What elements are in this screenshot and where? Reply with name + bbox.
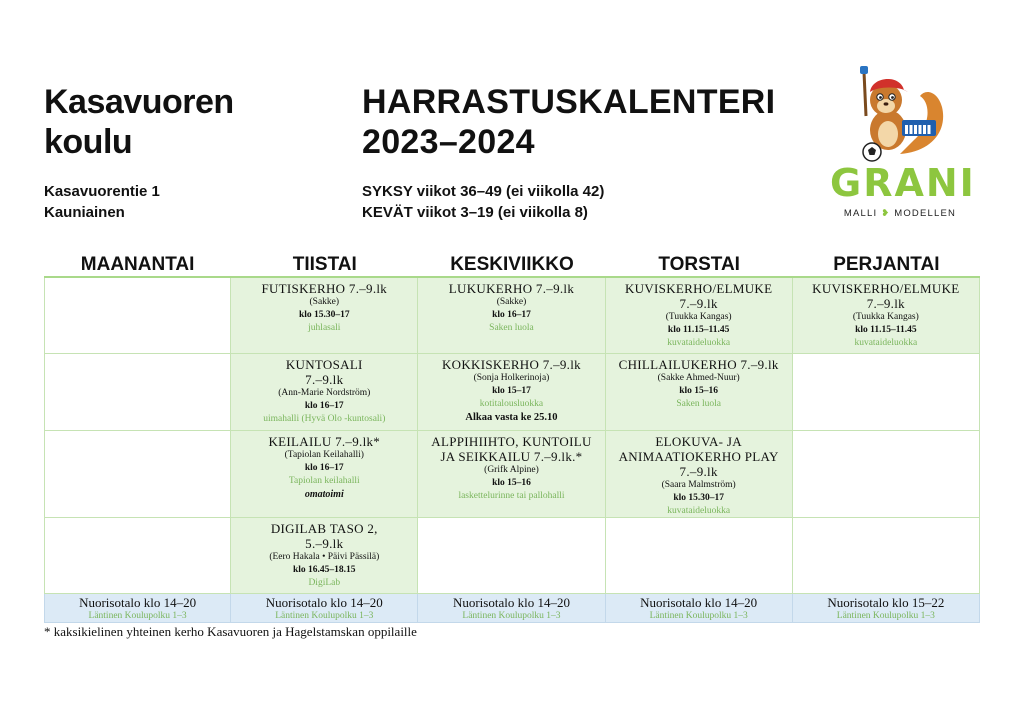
school-name: Kasavuoren koulu	[44, 83, 234, 161]
club-place: Tapiolan keilahalli	[288, 476, 360, 486]
club-title: LUKUKERHO 7.–9.lk	[448, 281, 575, 296]
empty-cell	[44, 431, 231, 518]
grani-logo	[830, 62, 976, 227]
club-leader: (Tapiolan Keilahalli)	[284, 450, 364, 460]
youth-centre-address: Läntinen Koulupolku 1–3	[462, 611, 561, 621]
club-title: FUTISKERHO 7.–9.lk	[261, 281, 388, 296]
club-time: klo 15–17	[492, 386, 531, 396]
club-title: ALPPIHIIHTO, KUNTOILU	[431, 434, 592, 449]
club-cell-keilailu	[231, 431, 418, 518]
school-street: Kasavuorentie 1	[44, 183, 160, 200]
youth-centre-hours: Nuorisotalo klo 15–22	[827, 595, 945, 610]
club-place: laskettelurinne tai pallohalli	[458, 491, 565, 501]
club-leader: (Eero Hakala • Päivi Pässilä)	[269, 552, 380, 562]
logo-sub-right: MODELLEN	[894, 208, 957, 219]
club-time: klo 15–16	[492, 478, 531, 488]
club-cell-chillailukerho	[606, 354, 793, 431]
club-title: KUVISKERHO/ELMUKE	[624, 281, 773, 296]
youth-centre-friday	[793, 594, 980, 623]
club-title: CHILLAILUKERHO 7.–9.lk	[618, 357, 779, 372]
club-place: kotitalousluokka	[479, 399, 544, 409]
youth-centre-monday	[44, 594, 231, 623]
leaf-icon: ❥	[881, 208, 891, 219]
day-tuesday: TIISTAI	[292, 254, 357, 275]
club-title: DIGILAB TASO 2,	[270, 521, 378, 536]
club-grade: 7.–9.lk	[866, 296, 905, 311]
empty-cell	[793, 431, 980, 518]
club-note: Alkaa vasta ke 25.10	[465, 412, 558, 423]
club-cell-kuviskerho-fri	[793, 278, 980, 354]
empty-cell	[44, 278, 231, 354]
club-title: KEILAILU 7.–9.lk*	[268, 434, 381, 449]
club-cell-futiskerho	[231, 278, 418, 354]
calendar-title-main: HARRASTUSKALENTERI	[362, 83, 776, 121]
club-leader: (Tuukka Kangas)	[852, 312, 919, 322]
club-time: klo 11.15–11.45	[667, 325, 730, 335]
youth-centre-hours: Nuorisotalo klo 14–20	[452, 595, 570, 610]
club-title: KUNTOSALI	[285, 357, 363, 372]
club-place: uimahalli (Hyvä Olo -kuntosali)	[263, 414, 386, 424]
school-city: Kauniainen	[44, 204, 125, 221]
youth-centre-address: Läntinen Koulupolku 1–3	[649, 611, 748, 621]
club-title: KUVISKERHO/ELMUKE	[812, 281, 960, 296]
club-time: klo 16–17	[304, 401, 344, 411]
club-leader: (Saara Malmström)	[661, 480, 736, 490]
calendar-title	[362, 82, 775, 162]
autumn-weeks: SYKSY viikot 36–49 (ei viikolla 42)	[362, 183, 605, 200]
club-title-line2: ANIMAATIOKERHO PLAY	[618, 449, 779, 464]
empty-cell	[44, 518, 231, 594]
youth-centre-hours: Nuorisotalo klo 14–20	[640, 595, 758, 610]
club-leader: (Tuukka Kangas)	[665, 312, 732, 322]
club-leader: (Grifk Alpine)	[484, 465, 539, 475]
club-time: klo 16–17	[304, 463, 344, 473]
day-thursday: TORSTAI	[658, 254, 740, 275]
club-time: klo 16.45–18.15	[293, 565, 356, 575]
club-place: kuvataideluokka	[667, 338, 731, 348]
club-leader: (Sakke Ahmed-Nuur)	[657, 373, 740, 383]
club-time: klo 11.15–11.45	[855, 325, 917, 335]
club-place: Saken luola	[489, 323, 534, 333]
club-leader: (Ann-Marie Nordström)	[278, 388, 371, 398]
club-leader: (Sakke)	[309, 297, 340, 307]
logo-subtitle	[830, 208, 970, 219]
club-cell-kuntosali	[231, 354, 418, 431]
club-time: klo 15.30–17	[298, 310, 350, 320]
club-leader: (Sonja Holkerinoja)	[473, 373, 550, 383]
club-cell-alppihiihto	[418, 431, 605, 518]
logo-wordmark: GRANI	[830, 161, 976, 205]
club-place: Saken luola	[676, 399, 721, 409]
day-wednesday: KESKIVIIKKO	[450, 254, 574, 275]
empty-cell	[793, 354, 980, 431]
empty-cell	[418, 518, 605, 594]
club-grade: 5.–9.lk	[305, 536, 344, 551]
club-place: kuvataideluokka	[667, 506, 731, 516]
club-time: klo 15–16	[679, 386, 719, 396]
youth-centre-address: Läntinen Koulupolku 1–3	[275, 611, 374, 621]
logo-sub-left: MALLI	[843, 208, 878, 219]
empty-cell	[606, 518, 793, 594]
youth-centre-thursday	[606, 594, 793, 623]
youth-centre-hours: Nuorisotalo klo 14–20	[265, 595, 383, 610]
squirrel-mascot-icon	[830, 62, 970, 162]
youth-centre-wednesday	[418, 594, 605, 623]
club-cell-elokuva	[606, 431, 793, 518]
club-place: kuvataideluokka	[854, 338, 918, 348]
empty-cell	[793, 518, 980, 594]
youth-centre-tuesday	[231, 594, 418, 623]
club-calendar-grid	[44, 278, 980, 623]
youth-centre-address: Läntinen Koulupolku 1–3	[836, 611, 935, 621]
empty-cell	[44, 354, 231, 431]
club-time: klo 15.30–17	[673, 493, 724, 503]
club-time: klo 16–17	[492, 310, 531, 320]
day-friday: PERJANTAI	[833, 254, 940, 275]
youth-centre-address: Läntinen Koulupolku 1–3	[88, 611, 187, 621]
club-grade: 7.–9.lk	[679, 296, 718, 311]
day-monday: MAANANTAI	[80, 254, 195, 275]
club-cell-digilab	[231, 518, 418, 594]
club-title: KOKKISKERHO 7.–9.lk	[441, 357, 581, 372]
club-title-line2: JA SEIKKAILU 7.–9.lk.*	[440, 449, 583, 464]
club-note: omatoimi	[304, 489, 344, 500]
club-leader: (Sakke)	[496, 297, 527, 307]
club-grade: 7.–9.lk	[679, 464, 718, 479]
footnote: * kaksikielinen yhteinen kerho Kasavuoren ja Hagelstamskan oppilaille	[44, 624, 417, 639]
club-cell-kokkiskerho	[418, 354, 605, 431]
club-title: ELOKUVA- JA	[655, 434, 742, 449]
calendar-title-year: 2023–2024	[362, 123, 535, 161]
club-grade: 7.–9.lk	[305, 372, 344, 387]
club-place: juhlasali	[308, 323, 341, 333]
youth-centre-hours: Nuorisotalo klo 14–20	[79, 595, 197, 610]
spring-weeks: KEVÄT viikot 3–19 (ei viikolla 8)	[362, 204, 588, 221]
season-weeks	[362, 181, 604, 223]
club-place: DigiLab	[308, 578, 341, 588]
club-cell-kuviskerho-thu	[606, 278, 793, 354]
school-address	[44, 181, 160, 223]
club-cell-lukukerho	[418, 278, 605, 354]
weekday-header	[44, 252, 980, 278]
